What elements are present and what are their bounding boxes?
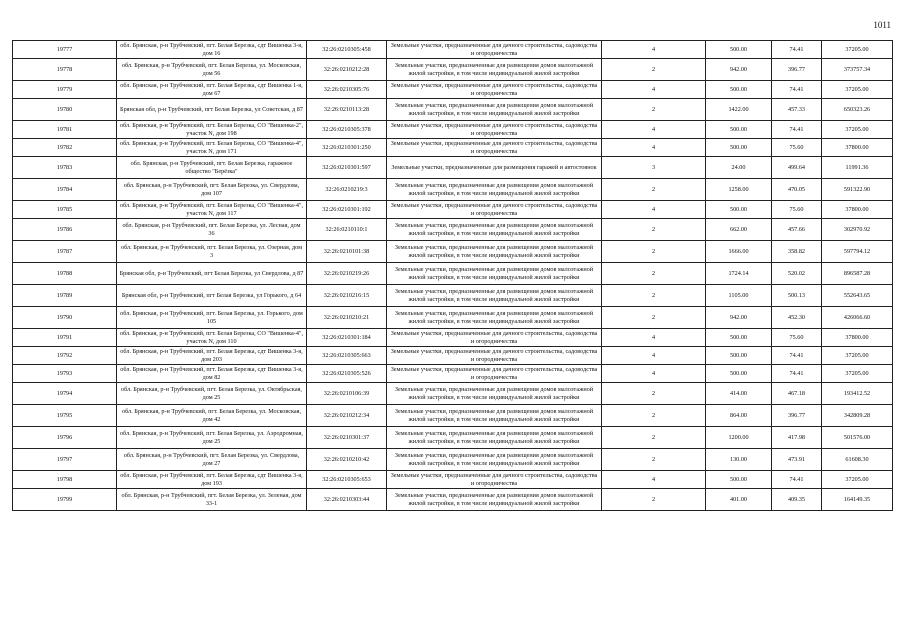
cadastral-value-cell: 37205.00: [822, 347, 893, 365]
address-cell: обл. Брянская, р-н Трубчевский, пгт. Белая Березка, ул. Свердлова, дом 107: [117, 179, 307, 201]
address-cell: обл. Брянская, р-н Трубчевский, пгт. Белая Березка, СО "Вишенка-4", участок N, дом 171: [117, 139, 307, 157]
table-row: [13, 41, 893, 59]
cadastral-value-cell: 373757.34: [822, 59, 893, 81]
row-number: 19785: [13, 201, 117, 219]
row-number: 19788: [13, 263, 117, 285]
use-group-cell: 4: [602, 121, 706, 139]
area-cell: 1422.00: [706, 99, 772, 121]
land-use-cell: Земельные участки, предназначенные для размещения домов малоэтажной жилой застройки, в том числе индивидуальной жилой застройки: [387, 59, 602, 81]
land-use-cell: Земельные участки, предназначенные для дачного строительства, садоводства и огородничества: [387, 329, 602, 347]
land-use-cell: Земельные участки, предназначенные для дачного строительства, садоводства и огородничества: [387, 201, 602, 219]
specific-value-cell: 75.60: [772, 329, 822, 347]
area-cell: 500.00: [706, 347, 772, 365]
specific-value-cell: 467.18: [772, 383, 822, 405]
table-row: [13, 405, 893, 427]
address-cell: обл. Брянская, р-н Трубчевский, пгт. Белая Березка, ул. Зеленая, дом 33-1: [117, 489, 307, 511]
use-group-cell: 4: [602, 329, 706, 347]
cadastral-value-cell: 501576.00: [822, 427, 893, 449]
row-number: 19781: [13, 121, 117, 139]
row-number: 19777: [13, 41, 117, 59]
address-cell: обл. Брянская, р-н Трубчевский, пгт. Белая Березка, сдт Вишенка 1-я, дом 67: [117, 81, 307, 99]
specific-value-cell: 358.82: [772, 241, 822, 263]
cadastral-value-cell: 37205.00: [822, 41, 893, 59]
land-use-cell: Земельные участки, предназначенные для размещения домов малоэтажной жилой застройки, в том числе индивидуальной жилой застройки: [387, 307, 602, 329]
table-row: [13, 347, 893, 365]
cadastral-number-cell: 32:26:0210210:21: [307, 307, 387, 329]
specific-value-cell: 74.41: [772, 121, 822, 139]
table-row: [13, 307, 893, 329]
cadastral-value-cell: 342809.28: [822, 405, 893, 427]
table-row: [13, 285, 893, 307]
area-cell: 414.00: [706, 383, 772, 405]
area-cell: 130.00: [706, 449, 772, 471]
use-group-cell: 2: [602, 285, 706, 307]
use-group-cell: 2: [602, 489, 706, 511]
use-group-cell: 4: [602, 365, 706, 383]
area-cell: 500.00: [706, 121, 772, 139]
table-row: [13, 471, 893, 489]
table-row: [13, 489, 893, 511]
use-group-cell: 2: [602, 241, 706, 263]
area-cell: 1724.14: [706, 263, 772, 285]
cadastral-number-cell: 32:26:0210212:34: [307, 405, 387, 427]
use-group-cell: 2: [602, 427, 706, 449]
area-cell: 1666.00: [706, 241, 772, 263]
cadastral-value-table: [12, 40, 893, 511]
row-number: 19789: [13, 285, 117, 307]
use-group-cell: 2: [602, 263, 706, 285]
table-row: [13, 81, 893, 99]
table-row: [13, 365, 893, 383]
land-use-cell: Земельные участки, предназначенные для размещения домов малоэтажной жилой застройки, в том числе индивидуальной жилой застройки: [387, 219, 602, 241]
row-number: 19799: [13, 489, 117, 511]
address-cell: обл. Брянская, р-н Трубчевский, пгт. Белая Березка, ул. Озерная, дом 3: [117, 241, 307, 263]
address-cell: обл. Брянская, р-н Трубчевский, пгт. Белая Березка, СО "Вишенка-4", участок N, дом 110: [117, 329, 307, 347]
row-number: 19792: [13, 347, 117, 365]
use-group-cell: 2: [602, 449, 706, 471]
land-use-cell: Земельные участки, предназначенные для размещения домов малоэтажной жилой застройки, в том числе индивидуальной жилой застройки: [387, 449, 602, 471]
row-number: 19784: [13, 179, 117, 201]
address-cell: Брянская обл, р-н Трубчевский, пгт Белая Березка, ул Свердлова, д 87: [117, 263, 307, 285]
land-use-cell: Земельные участки, предназначенные для размещения домов малоэтажной жилой застройки, в том числе индивидуальной жилой застройки: [387, 179, 602, 201]
cadastral-number-cell: 32:26:0210303:44: [307, 489, 387, 511]
cadastral-number-cell: 32:26:0210301:37: [307, 427, 387, 449]
use-group-cell: 2: [602, 179, 706, 201]
use-group-cell: 3: [602, 157, 706, 179]
specific-value-cell: 74.41: [772, 347, 822, 365]
land-use-cell: Земельные участки, предназначенные для размещения домов малоэтажной жилой застройки, в том числе индивидуальной жилой застройки: [387, 489, 602, 511]
table-row: [13, 139, 893, 157]
area-cell: 864.00: [706, 405, 772, 427]
cadastral-value-cell: 37205.00: [822, 121, 893, 139]
address-cell: обл. Брянская, р-н Трубчевский, пгт. Белая Березка, гаражное общество "Берёзка": [117, 157, 307, 179]
address-cell: обл. Брянская, р-н Трубчевский, пгт. Белая Березка, СО "Вишенка-4", участок N, дом 117: [117, 201, 307, 219]
cadastral-value-cell: 37800.00: [822, 329, 893, 347]
cadastral-number-cell: 32:26:0210110:1: [307, 219, 387, 241]
cadastral-value-cell: 37800.00: [822, 201, 893, 219]
cadastral-value-cell: 650323.26: [822, 99, 893, 121]
cadastral-value-cell: 302970.92: [822, 219, 893, 241]
specific-value-cell: 75.60: [772, 139, 822, 157]
cadastral-value-cell: 37205.00: [822, 365, 893, 383]
cadastral-value-cell: 164149.35: [822, 489, 893, 511]
cadastral-value-cell: 61608.30: [822, 449, 893, 471]
address-cell: обл. Брянская, р-н Трубчевский, пгт. Белая Березка, ул. Горького, дом 105: [117, 307, 307, 329]
cadastral-value-cell: 597794.12: [822, 241, 893, 263]
address-cell: обл. Брянская, р-н Трубчевский, пгт. Белая Березка, ул. Московская, дом 42: [117, 405, 307, 427]
table-row: [13, 241, 893, 263]
specific-value-cell: 74.41: [772, 471, 822, 489]
table-row: [13, 427, 893, 449]
table-row: [13, 99, 893, 121]
land-use-cell: Земельные участки, предназначенные для размещения домов малоэтажной жилой застройки, в том числе индивидуальной жилой застройки: [387, 427, 602, 449]
table-row: [13, 121, 893, 139]
address-cell: обл. Брянская, р-н Трубчевский, пгт. Белая Березка, сдт Вишенка 3-я, дом 82: [117, 365, 307, 383]
row-number: 19779: [13, 81, 117, 99]
row-number: 19783: [13, 157, 117, 179]
table-row: [13, 179, 893, 201]
cadastral-value-cell: 896587.28: [822, 263, 893, 285]
specific-value-cell: 452.30: [772, 307, 822, 329]
address-cell: обл. Брянская, р-н Трубчевский, пгт. Белая Березка, ул. Свердлова, дом 27: [117, 449, 307, 471]
cadastral-value-cell: 591322.90: [822, 179, 893, 201]
area-cell: 1200.00: [706, 427, 772, 449]
row-number: 19795: [13, 405, 117, 427]
area-cell: 500.00: [706, 41, 772, 59]
cadastral-number-cell: 32:26:0210301:250: [307, 139, 387, 157]
use-group-cell: 4: [602, 139, 706, 157]
row-number: 19787: [13, 241, 117, 263]
row-number: 19793: [13, 365, 117, 383]
use-group-cell: 2: [602, 59, 706, 81]
table-row: [13, 329, 893, 347]
address-cell: обл. Брянская, р-н Трубчевский, пгт. Белая Березка, ул. Лесная, дом 36: [117, 219, 307, 241]
row-number: 19778: [13, 59, 117, 81]
cadastral-value-cell: 552643.65: [822, 285, 893, 307]
use-group-cell: 4: [602, 201, 706, 219]
cadastral-number-cell: 32:26:0210305:378: [307, 121, 387, 139]
table-row: [13, 219, 893, 241]
row-number: 19780: [13, 99, 117, 121]
land-use-cell: Земельные участки, предназначенные для размещения домов малоэтажной жилой застройки, в том числе индивидуальной жилой застройки: [387, 241, 602, 263]
specific-value-cell: 457.33: [772, 99, 822, 121]
cadastral-number-cell: 32:26:0210219:3: [307, 179, 387, 201]
cadastral-value-cell: 426066.60: [822, 307, 893, 329]
area-cell: 1258.00: [706, 179, 772, 201]
specific-value-cell: 74.41: [772, 41, 822, 59]
use-group-cell: 2: [602, 307, 706, 329]
specific-value-cell: 74.41: [772, 365, 822, 383]
land-use-cell: Земельные участки, предназначенные для дачного строительства, садоводства и огородничества: [387, 81, 602, 99]
table-body: [13, 41, 893, 511]
specific-value-cell: 473.91: [772, 449, 822, 471]
area-cell: 500.00: [706, 201, 772, 219]
land-use-cell: Земельные участки, предназначенные для размещения домов малоэтажной жилой застройки, в том числе индивидуальной жилой застройки: [387, 405, 602, 427]
land-use-cell: Земельные участки, предназначенные для дачного строительства, садоводства и огородничества: [387, 365, 602, 383]
cadastral-number-cell: 32:26:0210106:39: [307, 383, 387, 405]
specific-value-cell: 500.13: [772, 285, 822, 307]
address-cell: обл. Брянская, р-н Трубчевский, пгт. Белая Березка, ул. Аэродромная, дом 25: [117, 427, 307, 449]
address-cell: обл. Брянская, р-н Трубчевский, пгт. Белая Березка, СО "Вишенка-2", участок N, дом 198: [117, 121, 307, 139]
cadastral-number-cell: 32:26:0210301:597: [307, 157, 387, 179]
table-row: [13, 263, 893, 285]
row-number: 19791: [13, 329, 117, 347]
cadastral-number-cell: 32:26:0210305:663: [307, 347, 387, 365]
specific-value-cell: 396.77: [772, 405, 822, 427]
address-cell: обл. Брянская, р-н Трубчевский, пгт. Белая Березка, сдт Вишенка 3-я, дом 203: [117, 347, 307, 365]
address-cell: Брянская обл, р-н Трубчевский, пгт Белая Березка, ул Советская, д 87: [117, 99, 307, 121]
cadastral-number-cell: 32:26:0210301:184: [307, 329, 387, 347]
area-cell: 401.00: [706, 489, 772, 511]
cadastral-value-cell: 193412.52: [822, 383, 893, 405]
address-cell: обл. Брянская, р-н Трубчевский, пгт. Белая Березка, сдт Вишенка 3-я, дом 16: [117, 41, 307, 59]
table-row: [13, 449, 893, 471]
area-cell: 500.00: [706, 365, 772, 383]
address-cell: обл. Брянская, р-н Трубчевский, пгт. Белая Березка, сдт Вишенка 3-я, дом 193: [117, 471, 307, 489]
cadastral-value-cell: 11991.36: [822, 157, 893, 179]
land-use-cell: Земельные участки, предназначенные для дачного строительства, садоводства и огородничества: [387, 121, 602, 139]
land-use-cell: Земельные участки, предназначенные для размещения домов малоэтажной жилой застройки, в том числе индивидуальной жилой застройки: [387, 99, 602, 121]
use-group-cell: 4: [602, 81, 706, 99]
specific-value-cell: 74.41: [772, 81, 822, 99]
row-number: 19796: [13, 427, 117, 449]
row-number: 19794: [13, 383, 117, 405]
land-use-cell: Земельные участки, предназначенные для размещения домов малоэтажной жилой застройки, в том числе индивидуальной жилой застройки: [387, 285, 602, 307]
table-row: [13, 59, 893, 81]
area-cell: 1105.00: [706, 285, 772, 307]
area-cell: 662.00: [706, 219, 772, 241]
land-use-cell: Земельные участки, предназначенные для дачного строительства, садоводства и огородничества: [387, 347, 602, 365]
table-row: [13, 383, 893, 405]
cadastral-number-cell: 32:26:0210305:76: [307, 81, 387, 99]
area-cell: 24.00: [706, 157, 772, 179]
row-number: 19798: [13, 471, 117, 489]
cadastral-number-cell: 32:26:0210216:15: [307, 285, 387, 307]
use-group-cell: 2: [602, 99, 706, 121]
specific-value-cell: 457.66: [772, 219, 822, 241]
specific-value-cell: 520.02: [772, 263, 822, 285]
area-cell: 942.00: [706, 307, 772, 329]
cadastral-number-cell: 32:26:0210219:26: [307, 263, 387, 285]
area-cell: 942.00: [706, 59, 772, 81]
specific-value-cell: 409.35: [772, 489, 822, 511]
table-row: [13, 157, 893, 179]
area-cell: 500.00: [706, 81, 772, 99]
row-number: 19782: [13, 139, 117, 157]
specific-value-cell: 499.64: [772, 157, 822, 179]
row-number: 19786: [13, 219, 117, 241]
use-group-cell: 2: [602, 405, 706, 427]
area-cell: 500.00: [706, 329, 772, 347]
land-use-cell: Земельные участки, предназначенные для дачного строительства, садоводства и огородничества: [387, 471, 602, 489]
use-group-cell: 2: [602, 383, 706, 405]
specific-value-cell: 470.05: [772, 179, 822, 201]
row-number: 19790: [13, 307, 117, 329]
row-number: 19797: [13, 449, 117, 471]
address-cell: Брянская обл, р-н Трубчевский, пгт Белая Березка, ул Горького, д 64: [117, 285, 307, 307]
land-use-cell: Земельные участки, предназначенные для размещения домов малоэтажной жилой застройки, в том числе индивидуальной жилой застройки: [387, 383, 602, 405]
area-cell: 500.00: [706, 139, 772, 157]
use-group-cell: 4: [602, 41, 706, 59]
specific-value-cell: 75.60: [772, 201, 822, 219]
use-group-cell: 4: [602, 347, 706, 365]
cadastral-number-cell: 32:26:0210301:192: [307, 201, 387, 219]
land-use-cell: Земельные участки, предназначенные для размещения гаражей и автостоянок: [387, 157, 602, 179]
cadastral-number-cell: 32:26:0210305:653: [307, 471, 387, 489]
cadastral-number-cell: 32:26:0210113:28: [307, 99, 387, 121]
specific-value-cell: 396.77: [772, 59, 822, 81]
land-use-cell: Земельные участки, предназначенные для размещения домов малоэтажной жилой застройки, в том числе индивидуальной жилой застройки: [387, 263, 602, 285]
specific-value-cell: 417.98: [772, 427, 822, 449]
land-use-cell: Земельные участки, предназначенные для дачного строительства, садоводства и огородничества: [387, 139, 602, 157]
address-cell: обл. Брянская, р-н Трубчевский, пгт. Белая Березка, ул. Октябрьская, дом 25: [117, 383, 307, 405]
cadastral-value-cell: 37800.00: [822, 139, 893, 157]
address-cell: обл. Брянская, р-н Трубчевский, пгт. Белая Березка, ул. Московская, дом 56: [117, 59, 307, 81]
cadastral-value-cell: 37205.00: [822, 81, 893, 99]
use-group-cell: 2: [602, 219, 706, 241]
land-use-cell: Земельные участки, предназначенные для дачного строительства, садоводства и огородничества: [387, 41, 602, 59]
page-number: 1011: [873, 20, 891, 30]
cadastral-number-cell: 32:26:0210305:526: [307, 365, 387, 383]
cadastral-number-cell: 32:26:0210210:42: [307, 449, 387, 471]
cadastral-number-cell: 32:26:0210101:38: [307, 241, 387, 263]
table-row: [13, 201, 893, 219]
cadastral-number-cell: 32:26:0210212:28: [307, 59, 387, 81]
area-cell: 500.00: [706, 471, 772, 489]
cadastral-number-cell: 32:26:0210305:458: [307, 41, 387, 59]
use-group-cell: 4: [602, 471, 706, 489]
cadastral-value-cell: 37205.00: [822, 471, 893, 489]
